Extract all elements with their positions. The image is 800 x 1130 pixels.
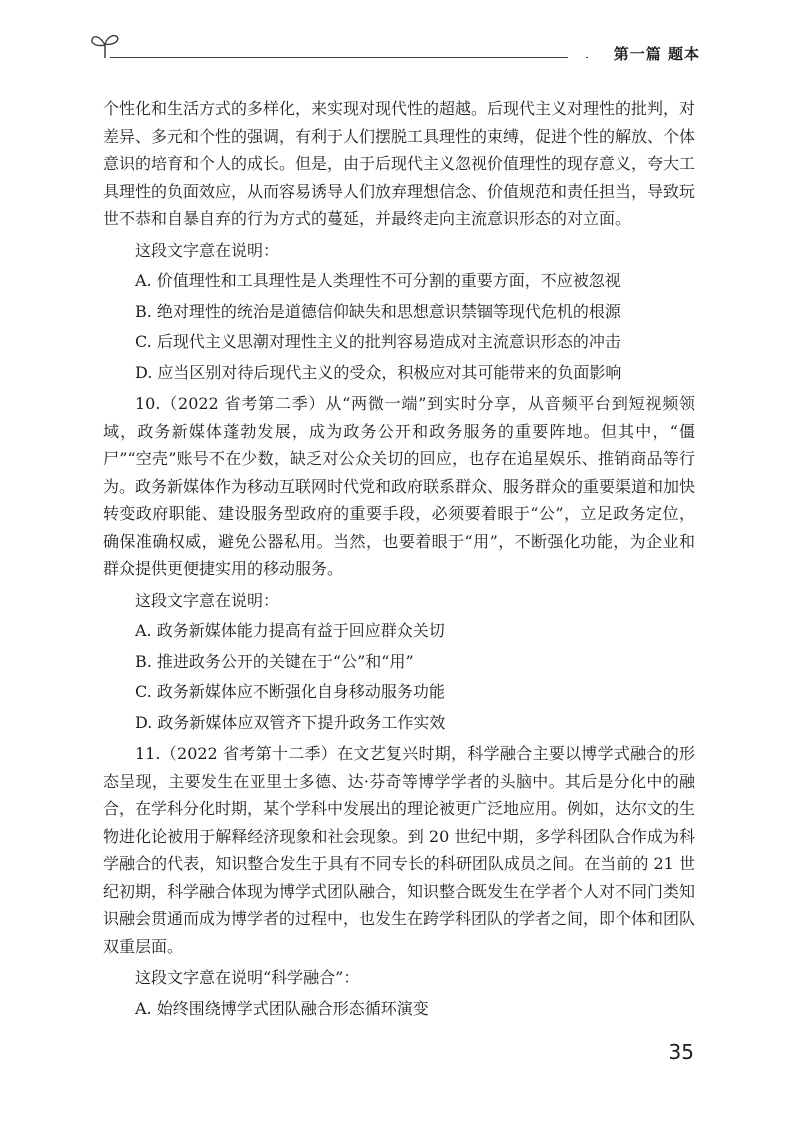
question-10-prompt: 这段文字意在说明： [135,590,280,610]
question-9-prompt: 这段文字意在说明： [135,240,280,260]
sprout-icon [88,30,122,60]
page-content [103,95,695,1022]
question-11-text: 11.（2022 省考第十二季）在文艺复兴时期，科学融合主要以博学式融合的形态呈现，主要发生在亚里士多德、达·芬奇等博学学者的头脑中。其后是分化中的融合，在学科分化时期，某个学科中发展出的理论被更广泛地应用。例如，达尔文的生物进化论被用于解释经济现象和社会现象。到 20 世纪中期，多学科团队合作成为科学融合的代表，知识整合发生于具有不同专长的科研团队成员之间。在当前的 21 世纪初期，科学融合体现为博学式团队融合，知识整合既发生在学者个人对不同门类知识融会贯通而成为博学者的过程中，也发生在跨学科团队的学者之间，即个体和团队双重层面。 [103,744,696,956]
page-header [88,30,700,66]
question-10-option-b: B. 推进政务公开的关键在于“公”和“用” [135,651,414,671]
page-number: 35 [668,1040,694,1064]
question-9-option-b: B. 绝对理性的统治是道德信仰缺失和思想意识禁锢等现代危机的根源 [135,301,621,321]
question-10-option-a: A. 政务新媒体能力提高有益于回应群众关切 [135,621,445,640]
passage-continued: 个性化和生活方式的多样化，来实现对现代性的超越。后现代主义对理性的批判，对差异、多元和个性的强调，有利于人们摆脱工具理性的束缚，促进个性的解放、个体意识的培育和个人的成长。但是，由于后现代主义忽视价值理性的现存意义，夸大工具理性的负面效应，从而容易诱导人们放弃理想信念、价值规范和责任担当，导致玩世不恭和自暴自弃的行为方式的蔓延，并最终走向主流意识形态的对立面。 [103,99,696,228]
question-11-option-a: A. 始终围绕博学式团队融合形态循环演变 [135,998,429,1018]
question-9-option-c: C. 后现代主义思潮对理性主义的批判容易造成对主流意识形态的冲击 [135,332,621,351]
question-10-text: 10.（2022 省考第二季）从“两微一端”到实时分享，从音频平台到短视频领域，政务新媒体蓬勃发展，成为政务公开和政务服务的重要阵地。但其中，“僵尸”“空壳”账号不在少数，缺乏对公众关切的回应，也存在追星娱乐、推销商品等行为。政务新媒体作为移动互联网时代党和政府联系群众、服务群众的重要渠道和加快转变政府职能、建设服务型政府的重要手段，必须要着眼于“公”，立足政务定位，确保准确权威，避免公器私用。当然，也要着眼于“用”，不断强化功能，为企业和群众提供更便捷实用的移动服务。 [103,394,696,578]
question-11-prompt: 这段文字意在说明“科学融合”： [135,968,360,987]
question-10-option-c: C. 政务新媒体应不断强化自身移动服务功能 [135,682,445,701]
section-title: 第一篇 题本 [613,45,700,63]
question-9-option-a: A. 价值理性和工具理性是人类理性不可分割的重要方面，不应被忽视 [135,271,621,290]
question-9-option-d: D. 应当区别对待后现代主义的受众，积极应对其可能带来的负面影响 [135,362,622,382]
question-10-option-d: D. 政务新媒体应双管齐下提升政务工作实效 [135,712,446,732]
header-rule-gap [568,57,586,59]
header-rule [110,57,588,58]
